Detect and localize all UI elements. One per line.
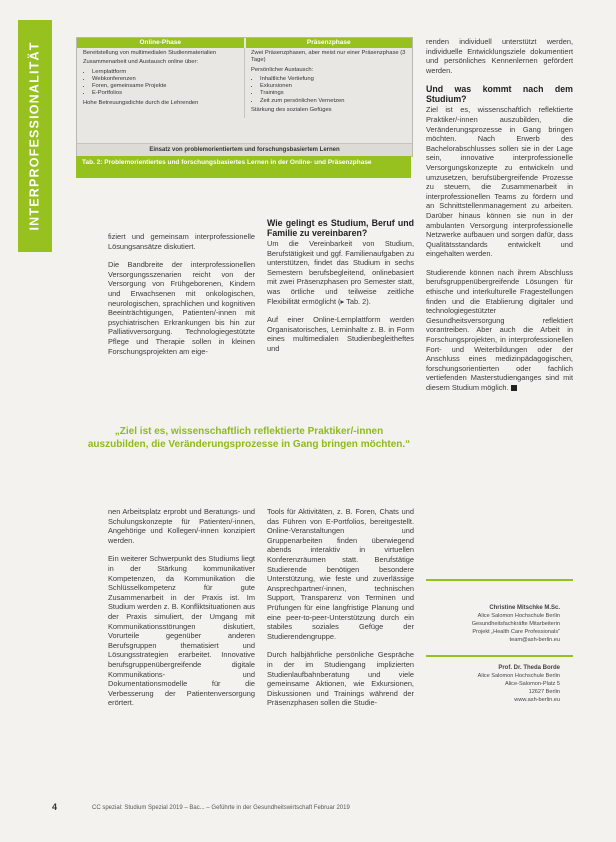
table-col-presence xyxy=(245,48,412,118)
table-list xyxy=(83,69,238,98)
list-item: • Inhaltliche Vertiefung xyxy=(260,76,406,83)
paragraph: Auf einer Online-Lernplattform werden Organisatorisches, Lerninhalte z. B. in Form eines multimedialen Studienbegleitheftes und xyxy=(267,315,414,353)
author-email[interactable]: team@ash-berlin.eu xyxy=(509,637,560,643)
list-item: • Foren, gemeinsame Projekte xyxy=(92,83,238,90)
footer-text: CC spezial: Studium Spezial 2019 – Bac... – Geführte in der Gesundheitswirtschaft Februar 2019 xyxy=(92,805,350,811)
table-col-online xyxy=(77,48,245,118)
table-phases xyxy=(76,37,413,157)
table-cell: Persönlicher Austausch: xyxy=(251,66,314,73)
table-caption: Tab. 2: Problemorientiertes und forschungsbasiertes Lernen in der Online- und Präsenzphase xyxy=(76,156,411,178)
author-divider xyxy=(426,579,573,581)
paragraph: Tools für Aktivitäten, z. B. Foren, Chats und das Führen von E-Portfolios, bereitgestellt. Online-Veranstaltungen und Gruppenarbeiten finden überwiegend abends interaktiv in virtuellen Konferenzräumen statt. Berufstätige Studierende benötigen besondere Unterstützung, wie feste und zuverlässige Ansprechpartner/-innen, technischen Support, Transparenz von Terminen und Prüfungen für eine langfristige Planung und eine peer-to-peer-Unterstützung durch ein stabiles soziales Gefüge der Studierendengruppe. xyxy=(267,507,414,641)
paragraph: Ein weiterer Schwerpunkt des Studiums liegt in der Stärkung kommunikativer Kompetenzen, da Kommunikation die Schlüsselkompetenz für gute Zusammenarbeit in der Praxis ist. Im Studium werden z. B. Konfliktsituationen aus der Praxis simuliert, der Umgang mit Kommunikationsstörungen diskutiert, Vorurteile gegenüber anderen Berufsgruppen thematisiert und Lösungsstrategien erarbeitet. Innovative berufsgruppenübergreifende digitale Kommunikations- und Dokumentationsmodelle für die Verbesserung der Patientenversorgung erörtert. xyxy=(108,554,255,708)
paragraph: nen Arbeitsplatz erprobt und Beratungs- und Schulungskonzepte für Patienten/-innen, Angehörige und Kollegen/-innen konzipiert werden. xyxy=(108,507,255,545)
paragraph: Die Bandbreite der interprofessionellen Versorgungsszenarien reicht von der Versorgung von Frühgeborenen, Kindern und Erwachsenen mit onkologischen, neurologischen, sprachlichen und kognitiven Beeinträchtigungen, Patienten/-innen mit psychiatrischen Erkrankungen bis hin zur Palliativversorgung. Technologiegestützte Pflege und Therapie sollen in kleinen Forschungsprojekten am eige- xyxy=(108,260,255,356)
author-block-1 xyxy=(400,604,560,644)
section-sidebar-title xyxy=(18,20,52,252)
author-line: Alice Salomon Hochschule Berlin xyxy=(477,613,560,619)
table-header xyxy=(77,38,412,48)
author-divider xyxy=(426,655,573,657)
pull-quote: „Ziel ist es, wissenschaftlich reflektierte Praktiker/-innen auszubilden, die Veränderungsprozesse in Gang bringen möchten.“ xyxy=(87,426,411,450)
list-item: • E-Portfolios xyxy=(92,90,238,97)
list-item: • Lernplattform xyxy=(92,69,238,76)
list-item: • Trainings xyxy=(260,90,406,97)
list-item: • Exkursionen xyxy=(260,83,406,90)
paragraph: Um die Vereinbarkeit von Studium, Berufstätigkeit und ggf. Familienaufgaben zu unterstützen, findet das Studium in sechs Semestern berufsbegleitend, onlinebasiert mit zwei Präsenzphasen pro Semester statt, was örtliche und teilweise zeitliche Flexibilität ermöglicht (▸ Tab. 2). xyxy=(267,239,414,306)
paragraph-text: Studierende können nach ihrem Abschluss berufsgruppenübergreifende Lösungen für ethische und interkulturelle Fragestellungen finden und die Etablierung digitaler und technologiegestützter Gesundheitsversorgung reflektiert vorantreiben. Aber auch die Arbeit in Forschungsprojekten, in interprofessionellen Fort- und Weiterbildungen oder der Anschluss eines medizinpädagogischen, forschungsorientierten oder fachlich vertiefenden Masterstudienganges sind mit diesem Studium möglich. xyxy=(426,267,573,392)
table-cell: Hohe Betreuungsdichte durch die Lehrenden xyxy=(83,99,199,106)
author-line: Projekt „Health Care Professionals“ xyxy=(472,629,560,635)
list-item: • Webkonferenzen xyxy=(92,76,238,83)
column-2-top xyxy=(267,218,414,363)
page-number: 4 xyxy=(52,802,58,812)
paragraph xyxy=(426,268,573,393)
table-footer: Einsatz von problemorientiertem und forschungsbasiertem Lernen xyxy=(77,143,412,156)
column-1-top xyxy=(108,232,255,365)
author-name: Prof. Dr. Theda Borde xyxy=(498,665,560,671)
author-website[interactable]: www.ash-berlin.eu xyxy=(514,697,560,703)
paragraph: renden individuell unterstützt werden, individuelle Entwicklungsziele dokumentiert und persönliches Kennenlernen gefördert werden. xyxy=(426,37,573,75)
author-line: Alice-Salomon-Platz 5 xyxy=(504,681,560,687)
sidebar-title-text: INTERPROFESSIONALITÄT xyxy=(28,41,42,231)
table-body xyxy=(77,48,412,118)
column-2-bottom xyxy=(267,507,414,717)
table-cell: Stärkung des sozialen Gefüges xyxy=(251,107,332,114)
author-line: Gesundheitsfachkräfte Mitarbeiterin xyxy=(471,621,560,627)
table-cell: Bereitstellung von multimedialen Studienmaterialien xyxy=(83,50,217,56)
author-line: 12627 Berlin xyxy=(528,689,560,695)
author-line: Alice Salomon Hochschule Berlin xyxy=(477,673,560,679)
section-heading: Wie gelingt es Studium, Beruf und Familie zu vereinbaren? xyxy=(267,218,414,238)
author-name: Christine Mitschke M.Sc. xyxy=(489,605,560,611)
end-of-article-mark xyxy=(511,385,517,391)
column-3 xyxy=(426,37,573,402)
table-cell: Zwei Präsenzphasen, aber meist nur einer Präsenzphase (3 Tage) xyxy=(251,50,406,64)
paragraph: fiziert und gemeinsam interprofessionelle Lösungsansätze diskutiert. xyxy=(108,232,255,251)
paragraph: Durch halbjährliche persönliche Gespräche in der im Studiengang implizierten Studienlaufbahnberatung und viele gemeinsame Aktionen, wie Exkursionen, Diskussionen und Trainings während der Präsenzphasen sollen die Studie- xyxy=(267,650,414,708)
author-block-2 xyxy=(400,664,560,704)
table-list xyxy=(251,76,406,105)
table-header-presence: Präsenzphase xyxy=(246,38,413,48)
list-item: • Zeit zum persönlichen Vernetzen xyxy=(260,98,406,105)
table-header-online: Online-Phase xyxy=(77,38,246,48)
paragraph: Ziel ist es, wissenschaftlich reflektierte Praktiker/-innen auszubilden, die Veränderungsprozesse in Gang bringen möchten. Nach Erwerb des Bachelorabschlusses sollen sie in der Lage sein, innovative interprofessionelle Versorgungskonzepte zu entwickeln und umzusetzen, berufsübergreifende Prozesse zu steuern, die Zusammenarbeit in interprofessionellen Teams zu fördern und an Schnittstellenmanagement zu arbeiten. Darüber hinaus können sie nun in der ambulanten Versorgung interprofessionelle Netzwerke aufbauen und sorgen dafür, dass Qualitätsstandards entwickelt und eingehalten werden. xyxy=(426,105,573,259)
column-1-bottom xyxy=(108,507,255,717)
section-heading: Und was kommt nach dem Studium? xyxy=(426,84,573,105)
table-cell: Zusammenarbeit und Austausch online über: xyxy=(83,59,199,66)
